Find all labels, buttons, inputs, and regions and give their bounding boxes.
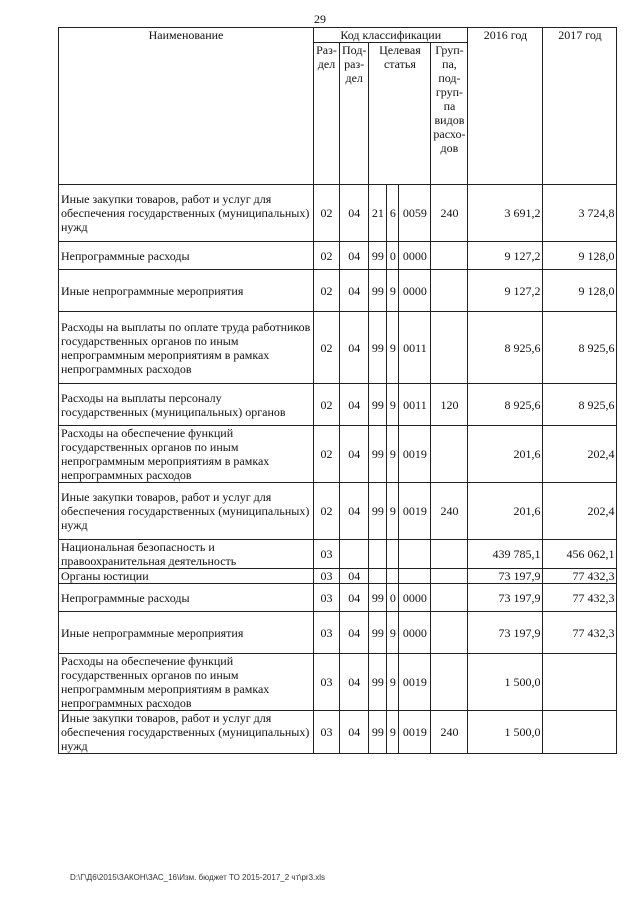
table-header <box>59 28 617 185</box>
cell-podrazdel: 04 <box>340 654 369 711</box>
cell-name: Непрограммные расходы <box>59 242 314 270</box>
cell-name: Расходы на обеспечение функций государственных органов по иным непрограммным мероприятиям в рамках непрограммных расходов <box>59 426 314 483</box>
table-row <box>59 612 617 654</box>
cell-cs2: 9 <box>387 426 399 483</box>
cell-podrazdel: 04 <box>340 270 369 312</box>
table-row <box>59 185 617 242</box>
cell-cs2: 9 <box>387 312 399 384</box>
cell-podrazdel: 04 <box>340 384 369 426</box>
header-expense-group: Груп- па, под- груп- па видов расхо- дов <box>431 43 468 185</box>
cell-y2016: 73 197,9 <box>468 584 543 612</box>
cell-vid <box>431 426 468 483</box>
cell-vid: 120 <box>431 384 468 426</box>
cell-podrazdel: 04 <box>340 711 369 754</box>
cell-name: Иные закупки товаров, работ и услуг для обеспечения государственных (муниципальных) нужд <box>59 483 314 540</box>
cell-cs3: 0019 <box>399 654 431 711</box>
cell-cs3: 0011 <box>399 384 431 426</box>
cell-y2017 <box>543 711 617 754</box>
cell-name: Национальная безопасность и правоохранительная деятельность <box>59 540 314 569</box>
cell-razdel: 02 <box>314 242 340 270</box>
cell-cs1: 99 <box>369 711 387 754</box>
cell-name: Иные закупки товаров, работ и услуг для обеспечения государственных (муниципальных) нужд <box>59 185 314 242</box>
cell-cs3: 0000 <box>399 270 431 312</box>
cell-vid <box>431 540 468 569</box>
cell-podrazdel <box>340 540 369 569</box>
cell-cs1: 99 <box>369 483 387 540</box>
cell-cs1: 99 <box>369 584 387 612</box>
cell-vid <box>431 242 468 270</box>
cell-y2016: 9 127,2 <box>468 242 543 270</box>
cell-y2017: 77 432,3 <box>543 612 617 654</box>
cell-podrazdel: 04 <box>340 312 369 384</box>
cell-cs1: 99 <box>369 270 387 312</box>
cell-razdel: 02 <box>314 384 340 426</box>
cell-name: Расходы на обеспечение функций государственных органов по иным непрограммным мероприятиям в рамках непрограммных расходов <box>59 654 314 711</box>
cell-cs2 <box>387 540 399 569</box>
table-row <box>59 426 617 483</box>
cell-y2016: 73 197,9 <box>468 569 543 584</box>
cell-cs3: 0000 <box>399 612 431 654</box>
cell-y2017 <box>543 654 617 711</box>
table-row <box>59 711 617 754</box>
cell-vid: 240 <box>431 483 468 540</box>
cell-cs1: 21 <box>369 185 387 242</box>
header-section: Раз- дел <box>314 43 340 185</box>
cell-y2016: 73 197,9 <box>468 612 543 654</box>
cell-cs3 <box>399 540 431 569</box>
cell-vid <box>431 584 468 612</box>
cell-y2017: 3 724,8 <box>543 185 617 242</box>
table-row <box>59 540 617 569</box>
table-row <box>59 483 617 540</box>
cell-name: Иные непрограммные мероприятия <box>59 612 314 654</box>
cell-cs1: 99 <box>369 654 387 711</box>
cell-cs2: 0 <box>387 242 399 270</box>
cell-y2016: 1 500,0 <box>468 711 543 754</box>
cell-vid <box>431 270 468 312</box>
cell-cs3: 0011 <box>399 312 431 384</box>
file-path-footer: D:\Г\Д6\2015\ЗАКОН\ЗАС_16\Изм. бюджет ТО 2015-2017_2 чт\pr3.xls <box>70 873 326 882</box>
cell-cs2: 9 <box>387 483 399 540</box>
cell-vid: 240 <box>431 185 468 242</box>
cell-cs1: 99 <box>369 242 387 270</box>
header-classification-code: Код классификации <box>314 28 468 43</box>
table-row <box>59 270 617 312</box>
cell-name: Иные непрограммные мероприятия <box>59 270 314 312</box>
table-row <box>59 242 617 270</box>
page-number: 29 <box>314 12 326 26</box>
cell-vid <box>431 569 468 584</box>
table-row <box>59 654 617 711</box>
cell-cs2 <box>387 569 399 584</box>
cell-cs1: 99 <box>369 312 387 384</box>
cell-cs2: 9 <box>387 612 399 654</box>
budget-table <box>58 27 617 754</box>
table-body <box>59 185 617 754</box>
cell-podrazdel: 04 <box>340 426 369 483</box>
cell-vid <box>431 612 468 654</box>
cell-y2017: 77 432,3 <box>543 569 617 584</box>
cell-y2016: 8 925,6 <box>468 312 543 384</box>
cell-razdel: 02 <box>314 185 340 242</box>
cell-cs3: 0019 <box>399 426 431 483</box>
cell-y2016: 3 691,2 <box>468 185 543 242</box>
cell-razdel: 02 <box>314 312 340 384</box>
cell-cs1: 99 <box>369 612 387 654</box>
cell-y2017: 9 128,0 <box>543 242 617 270</box>
cell-cs3: 0000 <box>399 242 431 270</box>
cell-cs2: 9 <box>387 270 399 312</box>
cell-podrazdel: 04 <box>340 483 369 540</box>
cell-razdel: 03 <box>314 569 340 584</box>
cell-cs3: 0019 <box>399 711 431 754</box>
cell-cs2: 9 <box>387 711 399 754</box>
cell-y2016: 439 785,1 <box>468 540 543 569</box>
cell-podrazdel: 04 <box>340 569 369 584</box>
cell-vid: 240 <box>431 711 468 754</box>
cell-razdel: 03 <box>314 711 340 754</box>
cell-cs2: 9 <box>387 384 399 426</box>
cell-razdel: 02 <box>314 426 340 483</box>
table-row <box>59 569 617 584</box>
cell-cs3: 0000 <box>399 584 431 612</box>
header-target-article: Целевая статья <box>369 43 431 185</box>
header-2017: 2017 год <box>543 28 617 185</box>
cell-vid <box>431 654 468 711</box>
cell-y2016: 8 925,6 <box>468 384 543 426</box>
cell-razdel: 02 <box>314 270 340 312</box>
cell-y2017: 8 925,6 <box>543 312 617 384</box>
cell-cs1: 99 <box>369 384 387 426</box>
cell-y2016: 9 127,2 <box>468 270 543 312</box>
cell-name: Расходы на выплаты по оплате труда работников государственных органов по иным непрограммным мероприятиям в рамках непрограммных расходов <box>59 312 314 384</box>
cell-cs2: 6 <box>387 185 399 242</box>
cell-razdel: 03 <box>314 540 340 569</box>
cell-cs3: 0019 <box>399 483 431 540</box>
table-row <box>59 312 617 384</box>
cell-name: Органы юстиции <box>59 569 314 584</box>
header-subsection: Под- раз- дел <box>340 43 369 185</box>
table-row <box>59 584 617 612</box>
cell-vid <box>431 312 468 384</box>
cell-name: Иные закупки товаров, работ и услуг для обеспечения государственных (муниципальных) нужд <box>59 711 314 754</box>
cell-y2016: 201,6 <box>468 483 543 540</box>
cell-y2016: 1 500,0 <box>468 654 543 711</box>
cell-podrazdel: 04 <box>340 612 369 654</box>
cell-razdel: 03 <box>314 584 340 612</box>
cell-y2016: 201,6 <box>468 426 543 483</box>
cell-razdel: 03 <box>314 654 340 711</box>
cell-y2017: 77 432,3 <box>543 584 617 612</box>
cell-name: Расходы на выплаты персоналу государственных (муниципальных) органов <box>59 384 314 426</box>
cell-razdel: 02 <box>314 483 340 540</box>
cell-podrazdel: 04 <box>340 242 369 270</box>
cell-y2017: 9 128,0 <box>543 270 617 312</box>
cell-cs1: 99 <box>369 426 387 483</box>
cell-cs2: 0 <box>387 584 399 612</box>
cell-y2017: 202,4 <box>543 483 617 540</box>
cell-razdel: 03 <box>314 612 340 654</box>
table-row <box>59 384 617 426</box>
cell-cs3 <box>399 569 431 584</box>
cell-cs2: 9 <box>387 654 399 711</box>
cell-cs1 <box>369 569 387 584</box>
header-2016: 2016 год <box>468 28 543 185</box>
cell-podrazdel: 04 <box>340 584 369 612</box>
cell-podrazdel: 04 <box>340 185 369 242</box>
cell-cs3: 0059 <box>399 185 431 242</box>
cell-name: Непрограммные расходы <box>59 584 314 612</box>
header-name: Наименование <box>59 28 314 185</box>
cell-y2017: 8 925,6 <box>543 384 617 426</box>
cell-y2017: 456 062,1 <box>543 540 617 569</box>
cell-cs1 <box>369 540 387 569</box>
cell-y2017: 202,4 <box>543 426 617 483</box>
